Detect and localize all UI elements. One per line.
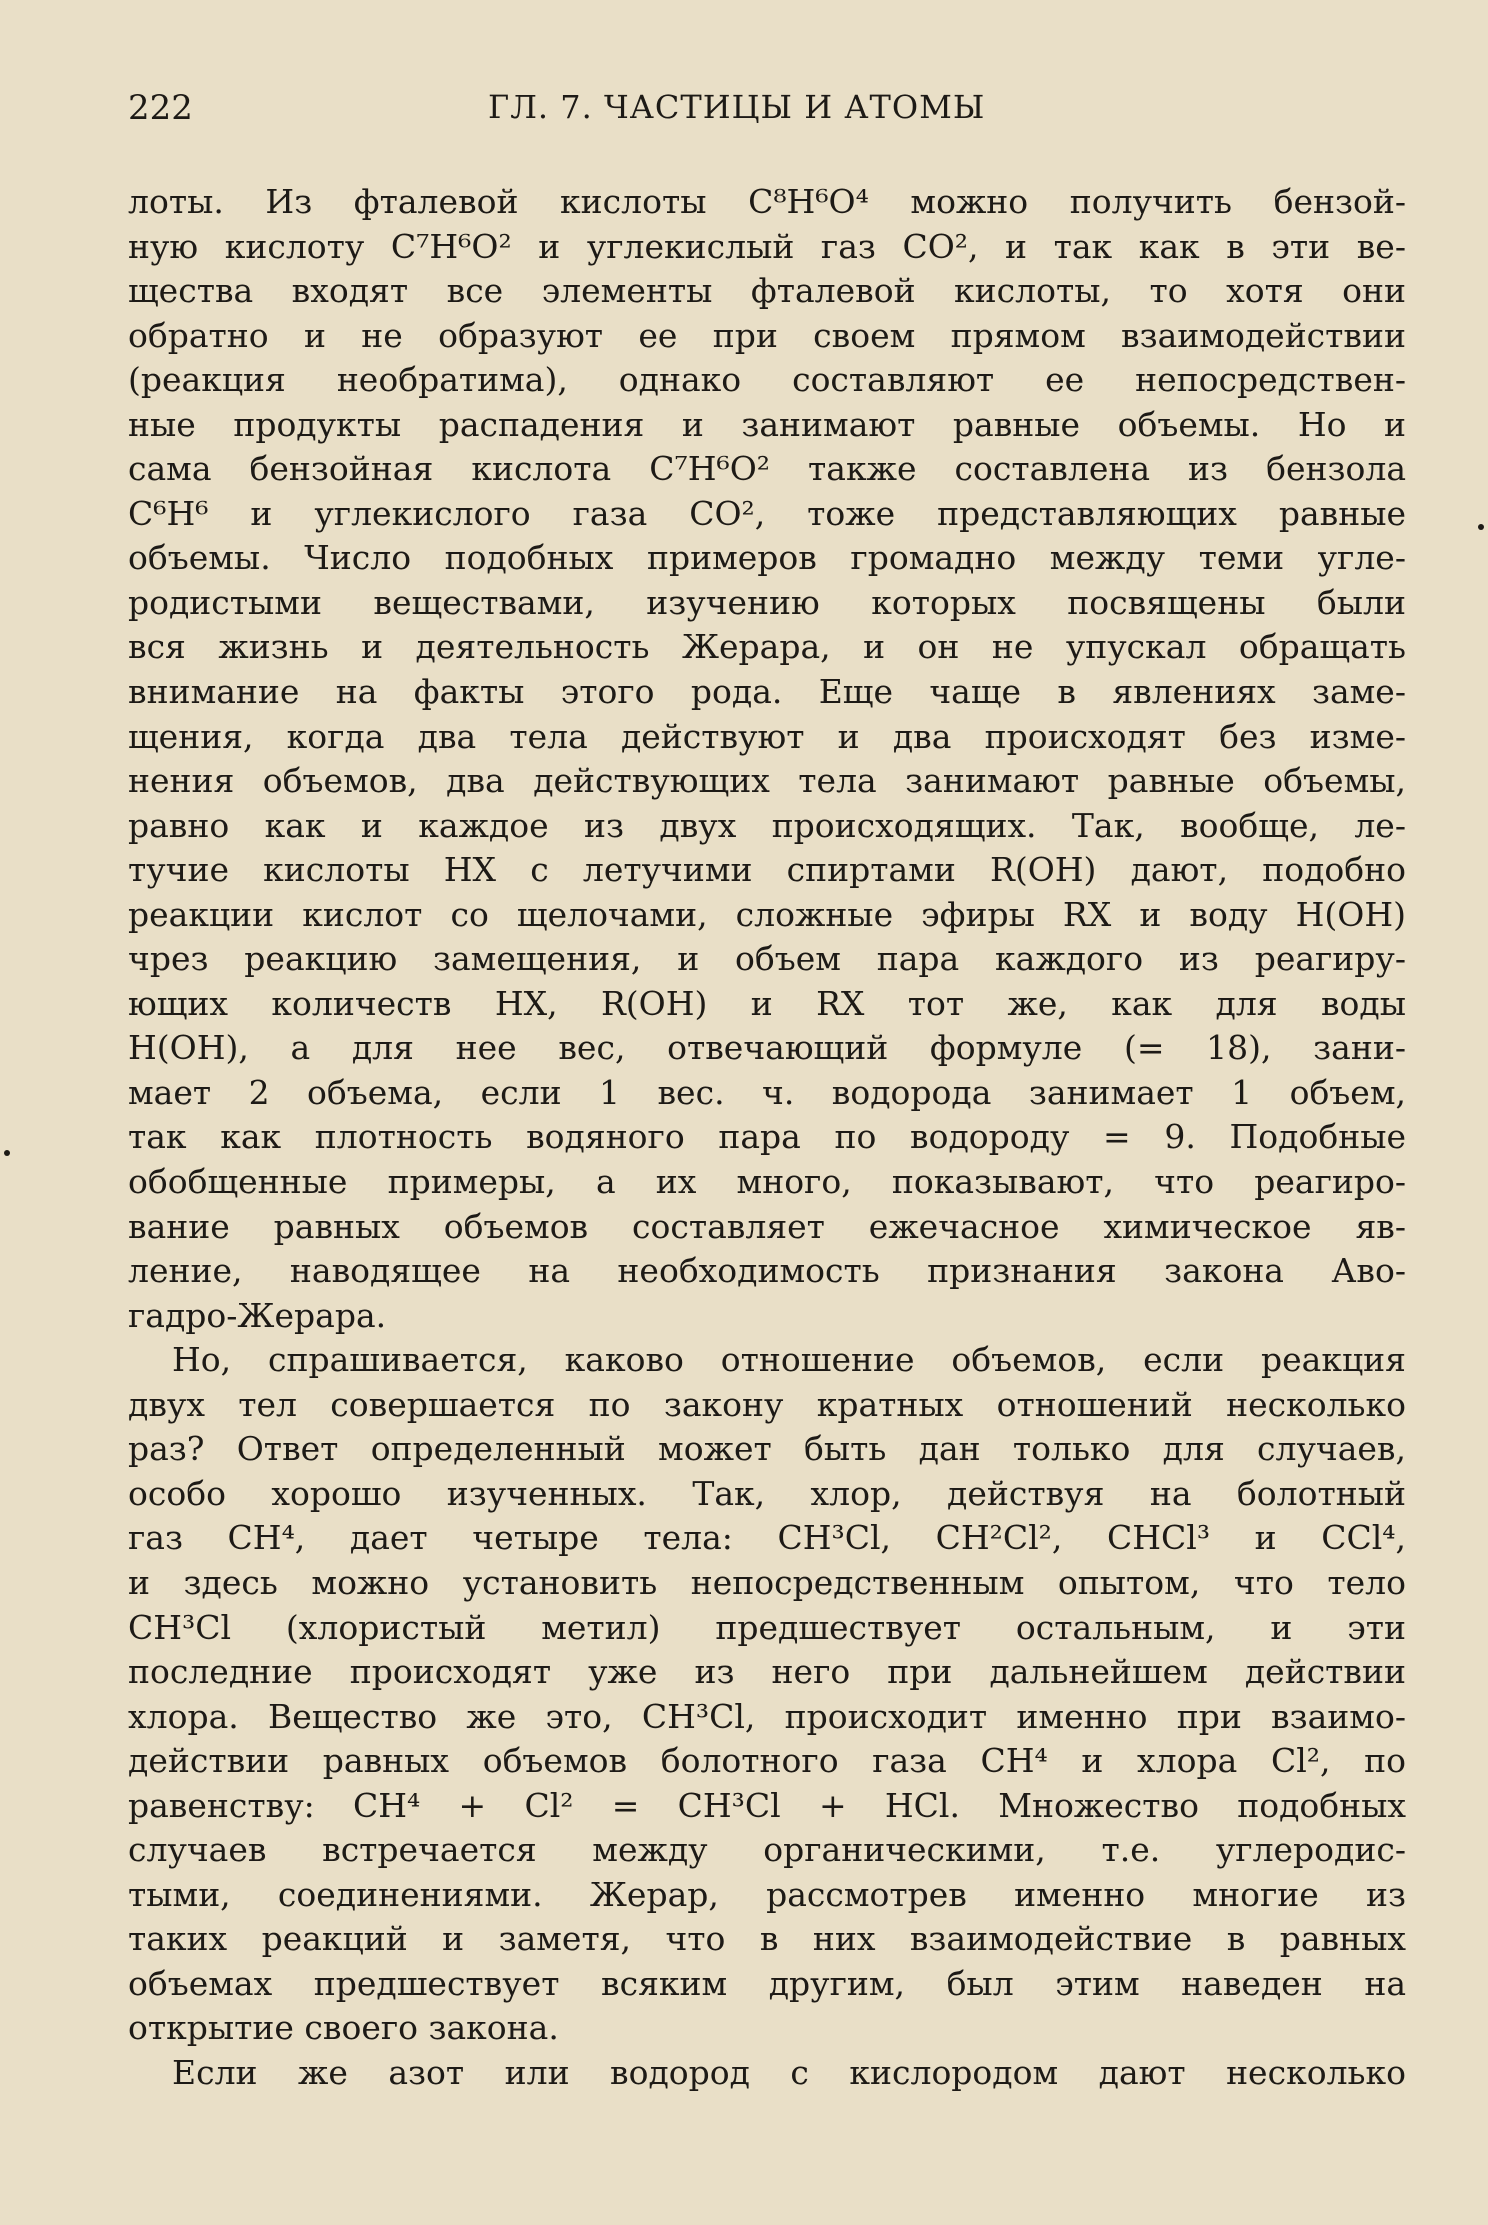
text-line: обобщенные примеры, а их много, показывают, что реагиро- — [128, 1162, 1406, 1202]
text-line: ление, наводящее на необходимость признания закона Аво- — [128, 1251, 1406, 1291]
text-line: и здесь можно установить непосредственным опытом, что тело — [128, 1562, 1406, 1602]
text-line: CH³Cl (хлористый метил) предшествует остальным, и эти — [128, 1607, 1406, 1647]
text-line: реакции кислот со щелочами, сложные эфиры RX и воду H(OH) — [128, 894, 1406, 934]
text-line: равенству: CH⁴ + Cl² = CH³Cl + HCl. Множество подобных — [128, 1785, 1406, 1825]
margin-dot — [1478, 524, 1484, 530]
text-line: газ CH⁴, дает четыре тела: CH³Cl, CH²Cl², CHCl³ и CCl⁴, — [128, 1518, 1406, 1558]
text-line: C⁶H⁶ и углекислого газа CO², тоже представляющих равные — [128, 493, 1406, 533]
text-line: действии равных объемов болотного газа CH⁴ и хлора Cl², по — [128, 1741, 1406, 1781]
text-line: вание равных объемов составляет ежечасное химическое яв- — [128, 1206, 1406, 1246]
text-line: лоты. Из фталевой кислоты C⁸H⁶O⁴ можно получить бензой- — [128, 182, 1406, 221]
text-line: Но, спрашивается, каково отношение объемов, если реакция — [172, 1340, 1406, 1380]
text-line: открытие своего закона. — [128, 2008, 559, 2048]
text-line: равно как и каждое из двух происходящих. Так, вообще, ле- — [128, 805, 1406, 845]
running-head — [128, 88, 1408, 138]
chapter-title: ГЛ. 7. ЧАСТИЦЫ И АТОМЫ — [488, 88, 986, 126]
text-line: (реакция необратима), однако составляют ее непосредствен- — [128, 360, 1406, 400]
text-line: особо хорошо изученных. Так, хлор, действуя на болотный — [128, 1473, 1406, 1513]
text-line: тыми, соединениями. Жерар, рассмотрев именно многие из — [128, 1874, 1406, 1914]
text-line: ные продукты распадения и занимают равные объемы. Но и — [128, 404, 1406, 444]
text-line: гадро-Жерара. — [128, 1295, 387, 1335]
text-line: таких реакций и заметя, что в них взаимодействие в равных — [128, 1919, 1406, 1959]
text-line: случаев встречается между органическими, т.е. углеродис- — [128, 1830, 1406, 1870]
text-line: обратно и не образуют ее при своем прямом взаимодействии — [128, 315, 1406, 355]
text-line: родистыми веществами, изучению которых посвящены были — [128, 582, 1406, 622]
text-line: ную кислоту C⁷H⁶O² и углекислый газ CO², и так как в эти ве- — [128, 226, 1406, 266]
text-line: вся жизнь и деятельность Жерара, и он не упускал обращать — [128, 627, 1406, 667]
text-line: объемах предшествует всяким другим, был этим наведен на — [128, 1963, 1406, 2003]
text-line: раз? Ответ определенный может быть дан только для случаев, — [128, 1429, 1406, 1469]
text-line: щества входят все элементы фталевой кислоты, то хотя они — [128, 271, 1406, 311]
text-line: тучие кислоты HX с летучими спиртами R(OH) дают, подобно — [128, 850, 1406, 890]
page-number: 222 — [128, 88, 193, 128]
text-line: сама бензойная кислота C⁷H⁶O² также составлена из бензола — [128, 449, 1406, 489]
text-line: нения объемов, два действующих тела занимают равные объемы, — [128, 761, 1406, 801]
text-line: внимание на факты этого рода. Еще чаще в явлениях заме- — [128, 672, 1406, 712]
text-line: мает 2 объема, если 1 вес. ч. водорода занимает 1 объем, — [128, 1072, 1406, 1112]
text-line: двух тел совершается по закону кратных отношений несколько — [128, 1384, 1406, 1424]
text-line: так как плотность водяного пара по водороду = 9. Подобные — [128, 1117, 1406, 1157]
text-line: ющих количеств HX, R(OH) и RX тот же, как для воды — [128, 983, 1406, 1023]
text-line: Если же азот или водород с кислородом дают несколько — [172, 2052, 1406, 2092]
text-line: объемы. Число подобных примеров громадно между теми угле- — [128, 538, 1406, 578]
text-line: чрез реакцию замещения, и объем пара каждого из реагиру- — [128, 939, 1406, 979]
text-line: щения, когда два тела действуют и два происходят без изме- — [128, 716, 1406, 756]
body-text — [128, 180, 1406, 2096]
margin-dot — [4, 1150, 10, 1156]
text-line: последние происходят уже из него при дальнейшем действии — [128, 1652, 1406, 1692]
text-line: H(OH), а для нее вес, отвечающий формуле (= 18), зани- — [128, 1028, 1406, 1068]
text-line: хлора. Вещество же это, CH³Cl, происходит именно при взаимо- — [128, 1696, 1406, 1736]
